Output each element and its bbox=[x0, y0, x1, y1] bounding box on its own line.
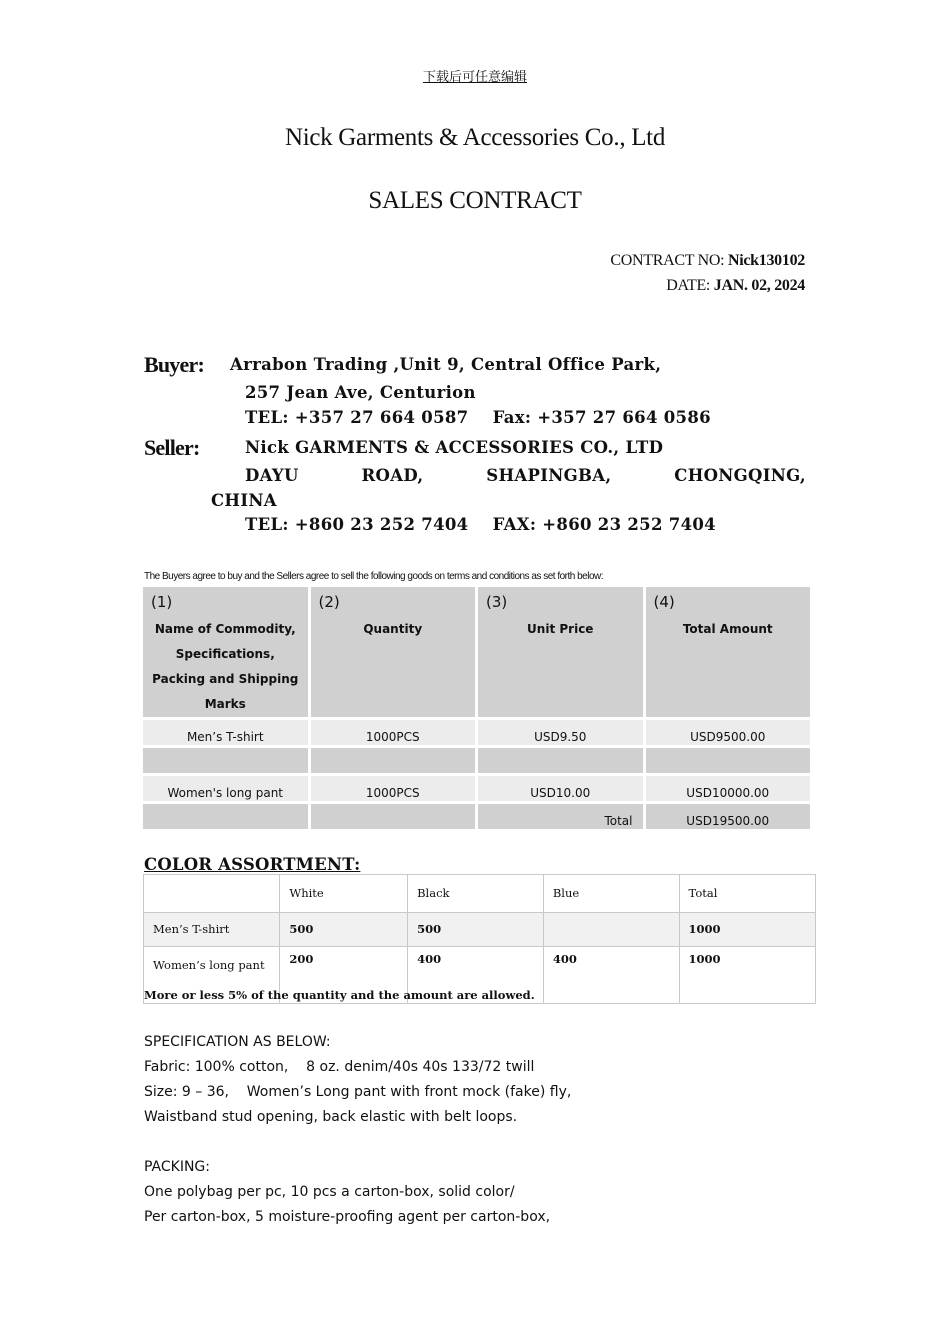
buyer-address-line-1: Arrabon Trading ,Unit 9, Central Office Park, bbox=[230, 355, 662, 374]
quantity-value: 1000PCS bbox=[365, 730, 420, 744]
seller-address-word: CHONGQING, bbox=[674, 466, 806, 485]
header-cell-quantity bbox=[311, 587, 476, 717]
editable-download-note: 下载后可任意编辑 bbox=[422, 70, 527, 85]
quantity-total-cell: 1000 bbox=[679, 913, 815, 947]
specification-line: Fabric: 100% cotton, 8 oz. denim/40s 40s 133/72 twill bbox=[144, 1059, 535, 1075]
table-row bbox=[144, 913, 816, 947]
quantity-cell bbox=[543, 913, 679, 947]
table-cell bbox=[478, 804, 643, 829]
table-cell bbox=[646, 720, 811, 745]
quantity-total-cell: 1000 bbox=[679, 947, 815, 1004]
color-assortment-table bbox=[143, 874, 816, 1004]
color-assortment-heading: COLOR ASSORTMENT: bbox=[144, 855, 361, 874]
commodity-name bbox=[143, 748, 308, 773]
grand-total-value: USD19500.00 bbox=[686, 814, 770, 828]
unit-price-value bbox=[478, 748, 643, 773]
table-cell bbox=[143, 804, 308, 829]
table-cell bbox=[646, 776, 811, 801]
quantity-cell: 400 bbox=[408, 947, 544, 1004]
color-header-white: White bbox=[280, 875, 408, 913]
seller-address-word: DAYU bbox=[245, 466, 299, 485]
seller-label: Seller: bbox=[144, 435, 200, 460]
color-header-blue: Blue bbox=[543, 875, 679, 913]
unit-price-value: USD9.50 bbox=[534, 730, 587, 744]
table-cell bbox=[143, 748, 308, 773]
table-cell bbox=[311, 776, 476, 801]
seller-phone-fax: TEL: +860 23 252 7404 FAX: +860 23 252 7404 bbox=[245, 515, 716, 534]
table-cell bbox=[478, 748, 643, 773]
column-number: (3) bbox=[486, 593, 508, 611]
product-name: Women’s long pant bbox=[144, 947, 280, 1004]
tolerance-note: More or less 5% of the quantity and the amount are allowed. bbox=[144, 988, 535, 1002]
total-amount-value: USD10000.00 bbox=[686, 786, 770, 800]
quantity-cell: 400 bbox=[543, 947, 679, 1004]
color-header-total: Total bbox=[679, 875, 815, 913]
table-row-empty bbox=[143, 748, 810, 773]
quantity-cell: 500 bbox=[408, 913, 544, 947]
column-number: (4) bbox=[653, 593, 675, 611]
buyer-address-line-2: 257 Jean Ave, Centurion bbox=[245, 383, 476, 402]
packing-line: Per carton-box, 5 moisture-proofing agent per carton-box, bbox=[144, 1209, 551, 1225]
intro-statement: The Buyers agree to buy and the Sellers agree to sell the following goods on terms and conditions as set forth below: bbox=[144, 571, 604, 582]
goods-table-header-row bbox=[143, 587, 810, 717]
table-cell bbox=[646, 804, 811, 829]
document-title: SALES CONTRACT bbox=[368, 187, 582, 214]
seller-address-word: ROAD, bbox=[361, 466, 424, 485]
total-amount-value: USD9500.00 bbox=[690, 730, 766, 744]
seller-name: Nick GARMENTS & ACCESSORIES CO., LTD bbox=[245, 438, 664, 457]
table-cell bbox=[646, 748, 811, 773]
buyer-label: Buyer: bbox=[144, 352, 204, 377]
column-number: (1) bbox=[151, 593, 173, 611]
unit-price-value: USD10.00 bbox=[530, 786, 591, 800]
table-cell bbox=[478, 776, 643, 801]
seller-address-line-2: CHINA bbox=[211, 491, 277, 510]
goods-table bbox=[140, 584, 813, 832]
seller-address-line-1 bbox=[245, 466, 806, 485]
column-header-label: Unit Price bbox=[527, 622, 594, 636]
specification-line: Size: 9 – 36, Women’s Long pant with front mock (fake) fly, bbox=[144, 1084, 572, 1100]
packing-heading: PACKING: bbox=[144, 1159, 211, 1175]
table-cell bbox=[311, 720, 476, 745]
quantity-cell: 500 bbox=[280, 913, 408, 947]
color-header-black: Black bbox=[408, 875, 544, 913]
product-name: Men’s T-shirt bbox=[144, 913, 280, 947]
table-cell bbox=[143, 776, 308, 801]
header-cell-commodity bbox=[143, 587, 308, 717]
packing-line: One polybag per pc, 10 pcs a carton-box, solid color/ bbox=[144, 1184, 515, 1200]
column-header-label: Name of Commodity, Specifications, Packing and Shipping Marks bbox=[152, 622, 299, 711]
total-label: Total bbox=[604, 814, 633, 828]
commodity-name: Women's long pant bbox=[167, 786, 284, 800]
header-cell-total-amount bbox=[646, 587, 811, 717]
buyer-phone-fax: TEL: +357 27 664 0587 Fax: +357 27 664 0586 bbox=[245, 408, 711, 427]
contract-date: DATE: JAN. 02, 2024 bbox=[666, 277, 805, 294]
column-header-label: Total Amount bbox=[682, 622, 773, 636]
header-cell-unit-price bbox=[478, 587, 643, 717]
table-cell bbox=[143, 720, 308, 745]
specification-heading: SPECIFICATION AS BELOW: bbox=[144, 1034, 331, 1050]
table-cell bbox=[311, 748, 476, 773]
table-cell bbox=[478, 720, 643, 745]
table-row bbox=[143, 720, 810, 745]
color-table-header-row bbox=[144, 875, 816, 913]
contract-number: CONTRACT NO: Nick130102 bbox=[610, 252, 805, 269]
quantity-value: 1000PCS bbox=[365, 786, 420, 800]
table-row bbox=[143, 776, 810, 801]
seller-address-word: SHAPINGBA, bbox=[486, 466, 612, 485]
column-header-label: Quantity bbox=[363, 622, 423, 636]
company-name: Nick Garments & Accessories Co., Ltd bbox=[284, 124, 666, 151]
total-amount-value bbox=[646, 748, 811, 773]
column-number: (2) bbox=[318, 593, 340, 611]
table-total-row bbox=[143, 804, 810, 829]
table-cell bbox=[311, 804, 476, 829]
table-cell bbox=[144, 875, 280, 913]
specification-line: Waistband stud opening, back elastic with belt loops. bbox=[144, 1109, 518, 1125]
commodity-name: Men’s T-shirt bbox=[186, 730, 264, 744]
quantity-value bbox=[311, 748, 476, 773]
quantity-cell: 200 bbox=[280, 947, 408, 1004]
